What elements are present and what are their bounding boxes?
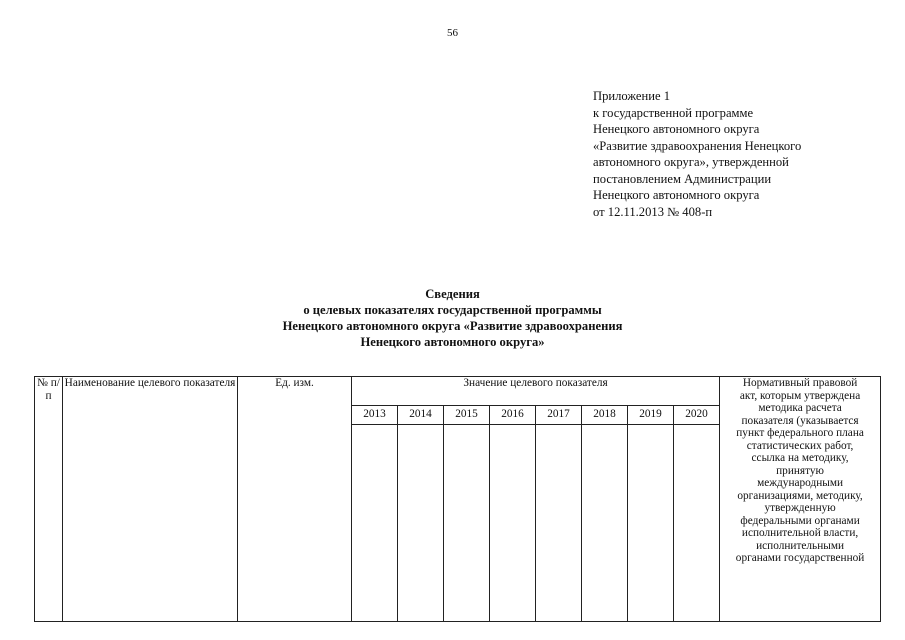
appendix-line: Приложение 1 (593, 89, 671, 103)
year-column-body (582, 425, 628, 622)
appendix-line: постановлением Администрации (593, 171, 772, 186)
normative-line: органами государственной (735, 552, 865, 564)
appendix-block (593, 88, 801, 220)
year-column-body (398, 425, 444, 622)
normative-line: ссылка на методику, (751, 452, 849, 464)
year-header-2020: 2020 (674, 406, 720, 425)
year-header-2017: 2017 (536, 406, 582, 425)
year-column-body (352, 425, 398, 622)
indicators-table (34, 376, 881, 622)
appendix-line: Ненецкого автономного округа (593, 122, 760, 136)
normative-line: принятую (776, 464, 824, 477)
normative-line: Нормативный правовой (742, 377, 858, 389)
year-column-body (444, 425, 490, 622)
year-header-2019: 2019 (628, 406, 674, 425)
document-title (0, 286, 905, 350)
header-indicator-name: Наименование целевого показателя (63, 377, 238, 622)
title-line: Ненецкого автономного округа» (360, 335, 545, 349)
header-number: № п/п (35, 377, 63, 622)
normative-line: утвержденную (764, 502, 836, 514)
normative-line: статистических работ, (746, 439, 854, 452)
normative-line: федеральными органами (740, 514, 860, 527)
title-line: Ненецкого автономного округа «Развитие здравоохранения (282, 319, 623, 333)
appendix-line: Ненецкого автономного округа (593, 188, 760, 202)
title-line: Сведения (425, 287, 480, 301)
year-column-body (628, 425, 674, 622)
year-header-2015: 2015 (444, 406, 490, 425)
normative-line: акт, которым утверждена (739, 389, 861, 402)
year-header-2016: 2016 (490, 406, 536, 425)
page-number: 56 (447, 27, 458, 39)
header-unit: Ед. изм. (238, 377, 352, 622)
normative-line: методика расчета (758, 402, 842, 414)
year-header-2013: 2013 (352, 406, 398, 425)
year-header-2018: 2018 (582, 406, 628, 425)
year-column-body (536, 425, 582, 622)
normative-line: исполнительными (756, 539, 845, 552)
normative-line: показателя (указывается (741, 414, 859, 427)
appendix-line: от 12.11.2013 № 408-п (593, 204, 713, 219)
normative-line: исполнительной власти, (741, 527, 859, 539)
normative-line: организациями, методику, (737, 489, 863, 502)
title-line: о целевых показателях государственной программы (303, 303, 602, 317)
normative-line: пункт федерального плана (736, 427, 864, 439)
year-column-body (674, 425, 720, 622)
year-header-2014: 2014 (398, 406, 444, 425)
normative-line: международными (757, 477, 844, 489)
appendix-line: «Развитие здравоохранения Ненецкого (593, 138, 802, 153)
appendix-line: к государственной программе (593, 105, 754, 120)
header-indicator-value: Значение целевого показателя (352, 377, 720, 406)
header-normative-act (720, 377, 881, 622)
appendix-line: автономного округа», утвержденной (593, 155, 789, 169)
year-column-body (490, 425, 536, 622)
